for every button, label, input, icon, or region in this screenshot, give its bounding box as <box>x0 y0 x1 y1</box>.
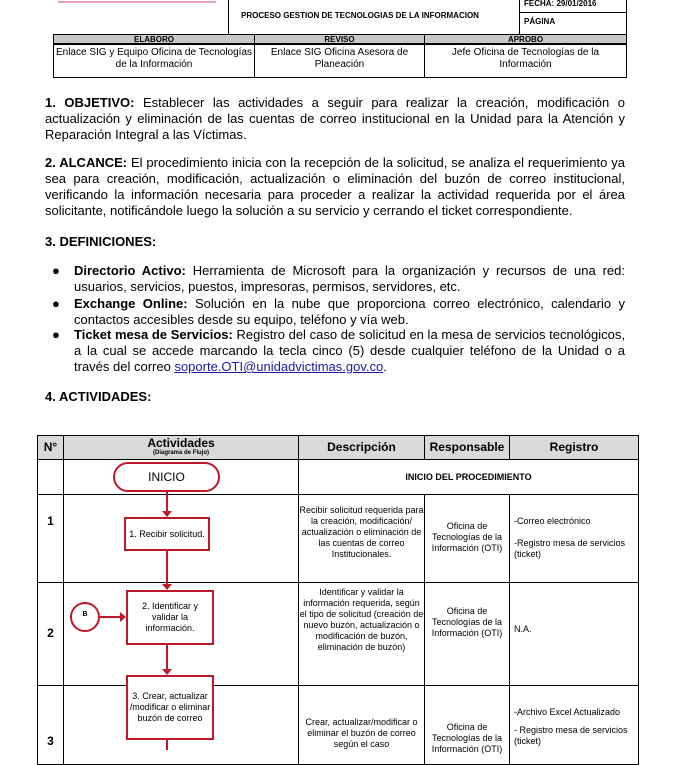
col-header-descripcion: Descripción <box>298 435 425 460</box>
responsible-cell: Oficina de Tecnologías de la Información (OTI) <box>424 494 510 583</box>
description-cell: Identificar y validar la información requerida, según el tipo de solicitud (creación de nuevo buzón, actualización o modificación de buzón, eliminación de buzón) <box>298 582 425 686</box>
registro-cell: -Archivo Excel Actualizado - Registro mesa de servicios (ticket) <box>509 685 639 765</box>
responsible-cell: Oficina de Tecnologías de la Información (OTI) <box>424 685 510 765</box>
reviso-value: Enlace SIG Oficina Asesora de Planeación <box>254 44 425 78</box>
definiciones-heading: 3. DEFINICIONES: <box>45 234 157 249</box>
reviso-label: REVISO <box>254 34 425 44</box>
connector-b-label: B <box>82 611 88 618</box>
description-cell: Crear, actualizar/modificar o eliminar el buzón de correo según el caso <box>298 685 425 765</box>
description-cell: Recibir solicitud requerida para la creación, modificación/ actualización o eliminación de las cuentas de correo Institucionales. <box>298 494 425 583</box>
objetivo-heading: 1. OBJETIVO: <box>45 95 135 110</box>
elaboro-value: Enlace SIG y Equipo Oficina de Tecnologías de la Información <box>53 44 255 78</box>
flow-step-1: 1. Recibir solicitud. <box>124 517 210 551</box>
actividades-heading: 4. ACTIVIDADES: <box>45 389 152 404</box>
col-header-registro: Registro <box>509 435 639 460</box>
elaboro-label: ELABORO <box>53 34 255 44</box>
objetivo-paragraph: 1. OBJETIVO: Establecer las actividades a seguir para realizar la creación, modificación o actualización y eliminación de las cuentas de correo institucional en la Unidad para la Atención y Reparación Integral a las Víctimas. <box>45 95 625 142</box>
registro-cell: N.A. <box>509 582 639 686</box>
bullet-icon: ● <box>52 327 60 342</box>
header-page: PÁGINA <box>524 17 556 26</box>
support-email-link[interactable]: soporte.OTI@unidadvictimas.gov.co <box>174 359 384 374</box>
inicio-procedimiento: INICIO DEL PROCEDIMIENTO <box>298 459 639 495</box>
bullet-icon: ● <box>52 296 60 311</box>
alcance-paragraph: 2. ALCANCE: El procedimiento inicia con la recepción de la solicitud, se analiza el requerimiento ya sea para creación, modificación, actualización o eliminación del buzón de correo institucional, verificando la información necesaria para proceder a realizar la actividad requerida por el área solicitante, notificándole luego la solución a su servicio y cerrando el ticket correspondiente. <box>45 155 625 218</box>
definition-item: Exchange Online: Solución en la nube que proporciona correo electrónico, calendario y contactos accesibles desde su equipo, teléfono y vía web. <box>74 296 625 327</box>
definition-item: Ticket mesa de Servicios: Registro del caso de solicitud en la mesa de servicios tecnológicos, a la cual se accede marcando la tecla cinco (5) desde cualquier teléfono de la Unidad o a través del correo soporte.OTI@unidadvictimas.gov.co. <box>74 327 625 374</box>
col-header-responsable: Responsable <box>424 435 510 460</box>
responsible-cell: Oficina de Tecnologías de la Información (OTI) <box>424 582 510 686</box>
row-num: 3 <box>37 685 64 765</box>
row-num: 2 <box>37 582 64 686</box>
aprobo-label: APROBO <box>424 34 627 44</box>
registro-cell: -Correo electrónico -Registro mesa de servicios (ticket) <box>509 494 639 583</box>
col-header-no: N° <box>37 435 64 460</box>
row-num: 1 <box>37 494 64 583</box>
aprobo-value: Jefe Oficina de Tecnologías de la Información <box>424 44 627 78</box>
inicio-terminal: INICIO <box>113 462 220 492</box>
flow-step-2: 2. Identificar y validar la información. <box>126 590 214 645</box>
flow-step-3: 3. Crear, actualizar /modificar o eliminar buzón de correo <box>126 675 214 740</box>
bullet-icon: ● <box>52 263 60 278</box>
definition-item: Directorio Activo: Herramienta de Microsoft para la organización y recursos de una red: usuarios, servicios, puestos, impresoras, permisos, servidores, etc. <box>74 263 625 294</box>
alcance-heading: 2. ALCANCE: <box>45 155 128 170</box>
process-title: PROCESO GESTION DE TECNOLOGIAS DE LA INFORMACION <box>241 11 479 20</box>
header-date: FECHA: 29/01/2016 <box>524 0 597 8</box>
col-header-actividades: Actividades (Diagrama de Flujo) <box>63 435 299 460</box>
